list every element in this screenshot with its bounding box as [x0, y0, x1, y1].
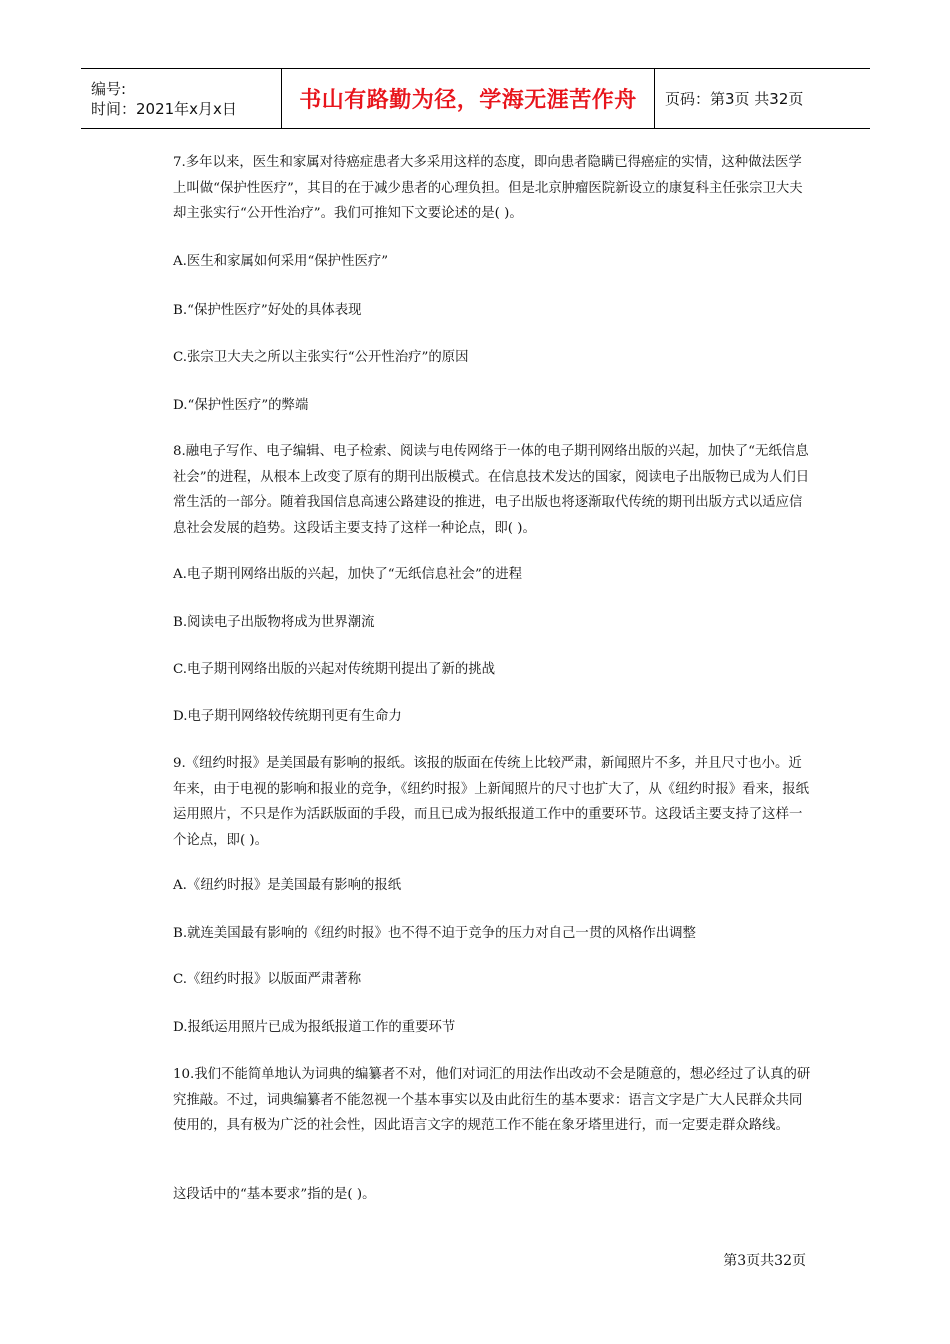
page-footer: 第3页共32页: [723, 1253, 806, 1269]
question-8-option-a: A.电子期刊网络出版的兴起，加快了“无纸信息社会”的进程: [173, 567, 522, 582]
question-9-option-a: A.《纽约时报》是美国最有影响的报纸: [173, 878, 402, 893]
question-8-option-d: D.电子期刊网络较传统期刊更有生命力: [173, 709, 402, 724]
question-10-follow-up: 这段话中的“基本要求”指的是( )。: [173, 1187, 376, 1202]
question-8-option-c: C.电子期刊网络出版的兴起对传统期刊提出了新的挑战: [173, 662, 496, 677]
header-meta: [81, 69, 281, 128]
header-motto: 书山有路勤为径，学海无涯苦作舟: [299, 88, 637, 113]
question-9-option-d: D.报纸运用照片已成为报纸报道工作的重要环节: [173, 1020, 456, 1035]
question-8-stem: 8.融电子写作、电子编辑、电子检索、阅读与电传网络于一体的电子期刊网络出版的兴起，加快了“无纸信息社会”的进程，从根本上改变了原有的期刊出版模式。在信息技术发达的国家，阅读电子出版物已成为人们日常生活的一部分。随着我国信息高速公路建设的推进，电子出版也将逐渐取代传统的期刊出版方式以适应信息社会发展的趋势。这段话主要支持了这样一种论点，即( )。: [173, 444, 810, 536]
question-9-option-b: B.就连美国最有影响的《纽约时报》也不得不迫于竞争的压力对自己一贯的风格作出调整: [173, 926, 696, 941]
question-10-stem: 10.我们不能简单地认为词典的编纂者不对，他们对词汇的用法作出改动不会是随意的，想必经过了认真的研究推敲。不过，词典编纂者不能忽视一个基本事实以及由此衍生的基本要求：语言文字是广大人民群众共同使用的，具有极为广泛的社会性，因此语言文字的规范工作不能在象牙塔里进行，而一定要走群众路线。: [173, 1067, 811, 1133]
page-header: [81, 68, 870, 129]
question-7-option-a: A.医生和家属如何采用“保护性医疗”: [173, 254, 389, 269]
doc-time-label: 时间：2021年x月x日: [91, 99, 237, 118]
doc-number-label: 编号:: [91, 79, 127, 98]
question-7-option-d: D.“保护性医疗”的弊端: [173, 398, 309, 413]
question-9-stem: 9.《纽约时报》是美国最有影响的报纸。该报的版面在传统上比较严肃，新闻照片不多，并且尺寸也小。近年来，由于电视的影响和报业的竞争，《纽约时报》上新闻照片的尺寸也扩大了，从《纽约时报》看来，报纸运用照片，不只是作为活跃版面的手段，而且已成为报纸报道工作中的重要环节。这段话主要支持了这样一个论点，即( )。: [173, 756, 810, 848]
question-7-option-b: B.“保护性医疗”好处的具体表现: [173, 303, 362, 318]
question-7-option-c: C.张宗卫大夫之所以主张实行“公开性治疗”的原因: [173, 350, 469, 365]
header-motto-cell: [281, 69, 655, 128]
question-7-stem: 7.多年以来，医生和家属对待癌症患者大多采用这样的态度，即向患者隐瞒已得癌症的实情，这种做法医学上叫做“保护性医疗”，其目的在于减少患者的心理负担。但是北京肿瘤医院新设立的康复科主任张宗卫大夫却主张实行“公开性治疗”。我们可推知下文要论述的是( )。: [173, 155, 803, 221]
question-9-option-c: C.《纽约时报》以版面严肃著称: [173, 972, 362, 987]
question-8-option-b: B.阅读电子出版物将成为世界潮流: [173, 615, 375, 630]
header-page-info: 页码：第3页 共32页: [665, 90, 804, 108]
